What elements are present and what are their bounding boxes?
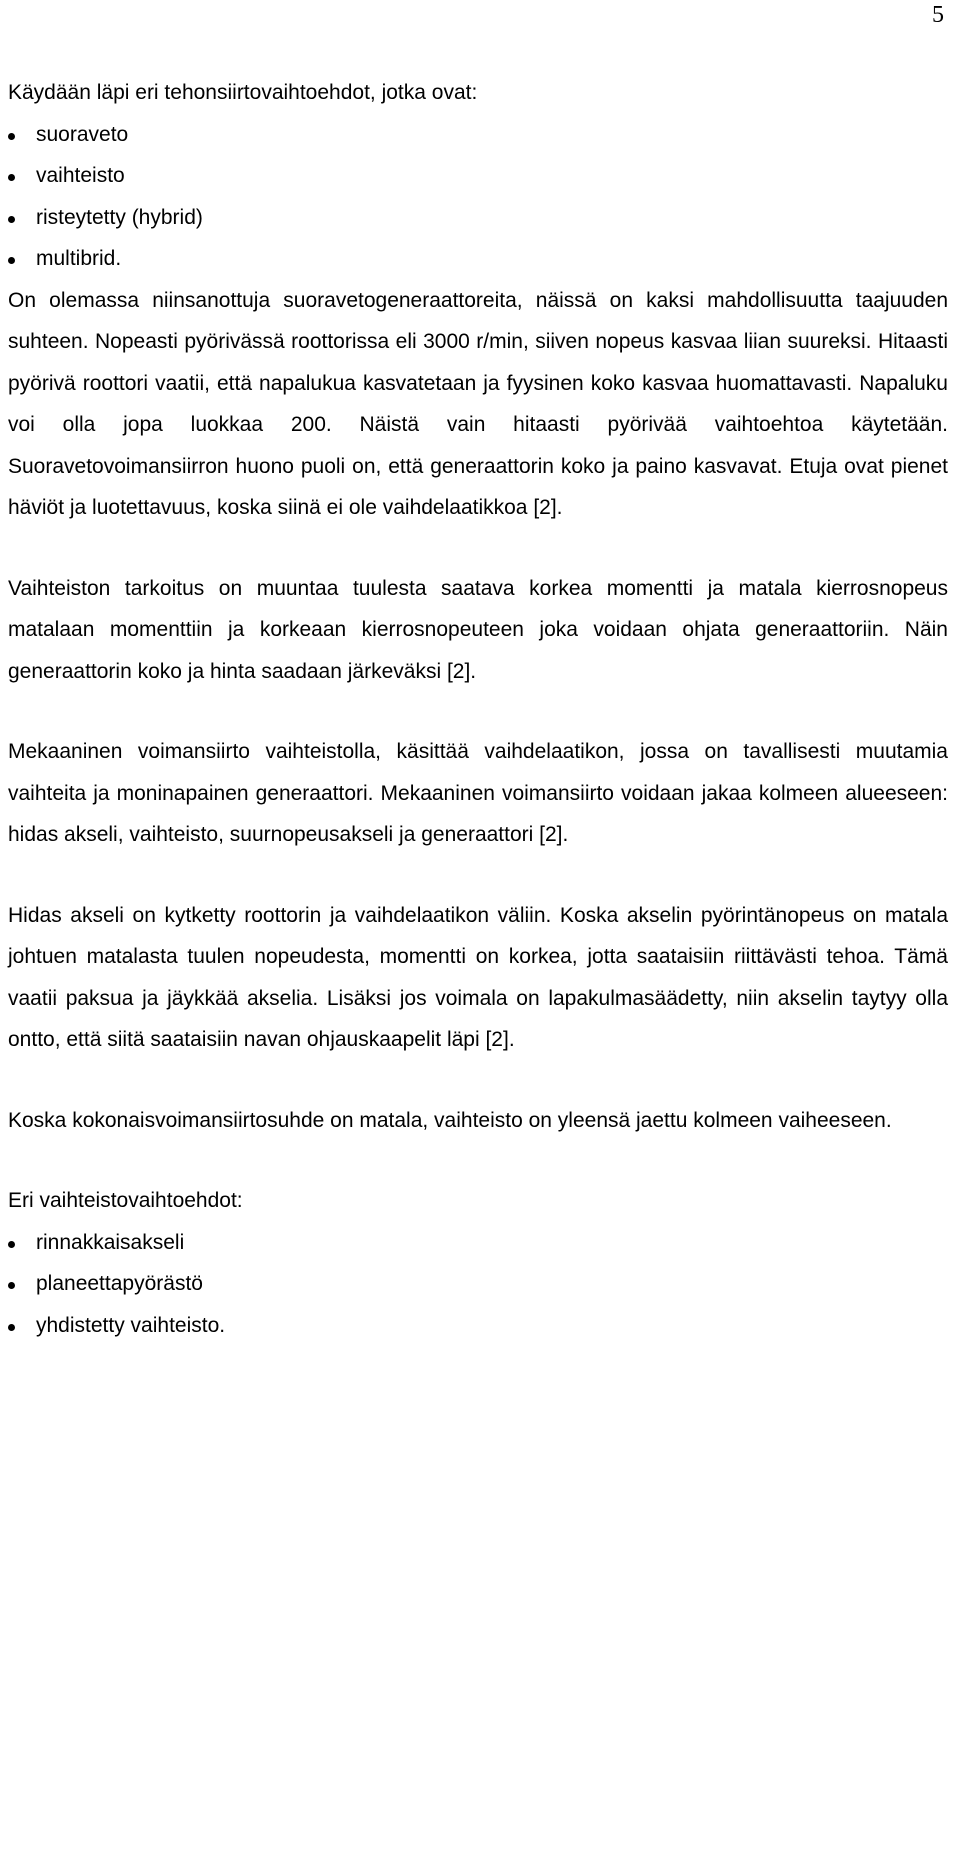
paragraph-gear-stages: Koska kokonaisvoimansiirtosuhde on matala, vaihteisto on yleensä jaettu kolmeen vaiheeseen. — [8, 1108, 892, 1132]
paragraph-slow-shaft: Hidas akseli on kytketty roottorin ja vaihdelaatikon väliin. Koska akselin pyörintänopeus on matala johtuen matalasta tuulen nopeudesta, momentti on korkea, jotta saataisiin riittävästi tehoa. Tämä vaatii paksua ja jäykkää akselia. Lisäksi jos voimala on lapakulmasäädetty, niin akselin taytyy olla ontto, että siitä saataisiin navan ohjauskaapelit läpi [2]. — [8, 903, 948, 1051]
page-number: 5 — [932, 2, 944, 28]
list-item: rinnakkaisakseli — [8, 1222, 948, 1264]
list-item: suoraveto — [8, 114, 948, 156]
paragraph-mechanical-transmission: Mekaaninen voimansiirto vaihteistolla, käsittää vaihdelaatikon, jossa on tavallisesti muutamia vaihteita ja moninapainen generaattori. Mekaaninen voimansiirto voidaan jakaa kolmeen alueeseen: hidas akseli, vaihteisto, suurnopeusakseli ja generaattori [2]. — [8, 740, 948, 846]
transmission-options-list — [8, 114, 948, 280]
list-item: vaihteisto — [8, 155, 948, 197]
list-item: yhdistetty vaihteisto. — [8, 1305, 948, 1347]
paragraph-gearbox-purpose: Vaihteiston tarkoitus on muuntaa tuulesta saatava korkea momentti ja matala kierrosnopeus matalaan momenttiin ja korkeaan kierrosnopeuteen joka voidaan ohjata generaattoriin. Näin generaattorin koko ja hinta saadaan järkeväksi [2]. — [8, 576, 948, 683]
list-item: multibrid. — [8, 238, 948, 280]
gearbox-options-list — [8, 1222, 948, 1347]
intro-paragraph: Käydään läpi eri tehonsiirtovaihtoehdot, jotka ovat: — [8, 81, 478, 104]
gearbox-options-heading: Eri vaihteistovaihtoehdot: — [8, 1189, 243, 1212]
paragraph-direct-drive: On olemassa niinsanottuja suoravetogeneraattoreita, näissä on kaksi mahdollisuutta taajuuden suhteen. Nopeasti pyörivässä roottorissa eli 3000 r/min, siiven nopeus kasvaa liian suureksi. Hitaasti pyörivä roottori vaatii, että napalukua kasvatetaan ja fyysinen koko kasvaa huomattavasti. Napaluku voi olla jopa luokkaa 200. Näistä vain hitaasti pyörivää vaihtoehtoa käytetään. Suoravetovoimansiirron huono puoli on, että generaattorin koko ja paino kasvavat. Etuja ovat pienet häviöt ja luotettavuus, koska siinä ei ole vaihdelaatikkoa [2]. — [8, 288, 948, 519]
document-body — [8, 72, 948, 1346]
list-item: planeettapyörästö — [8, 1263, 948, 1305]
list-item: risteytetty (hybrid) — [8, 197, 948, 239]
